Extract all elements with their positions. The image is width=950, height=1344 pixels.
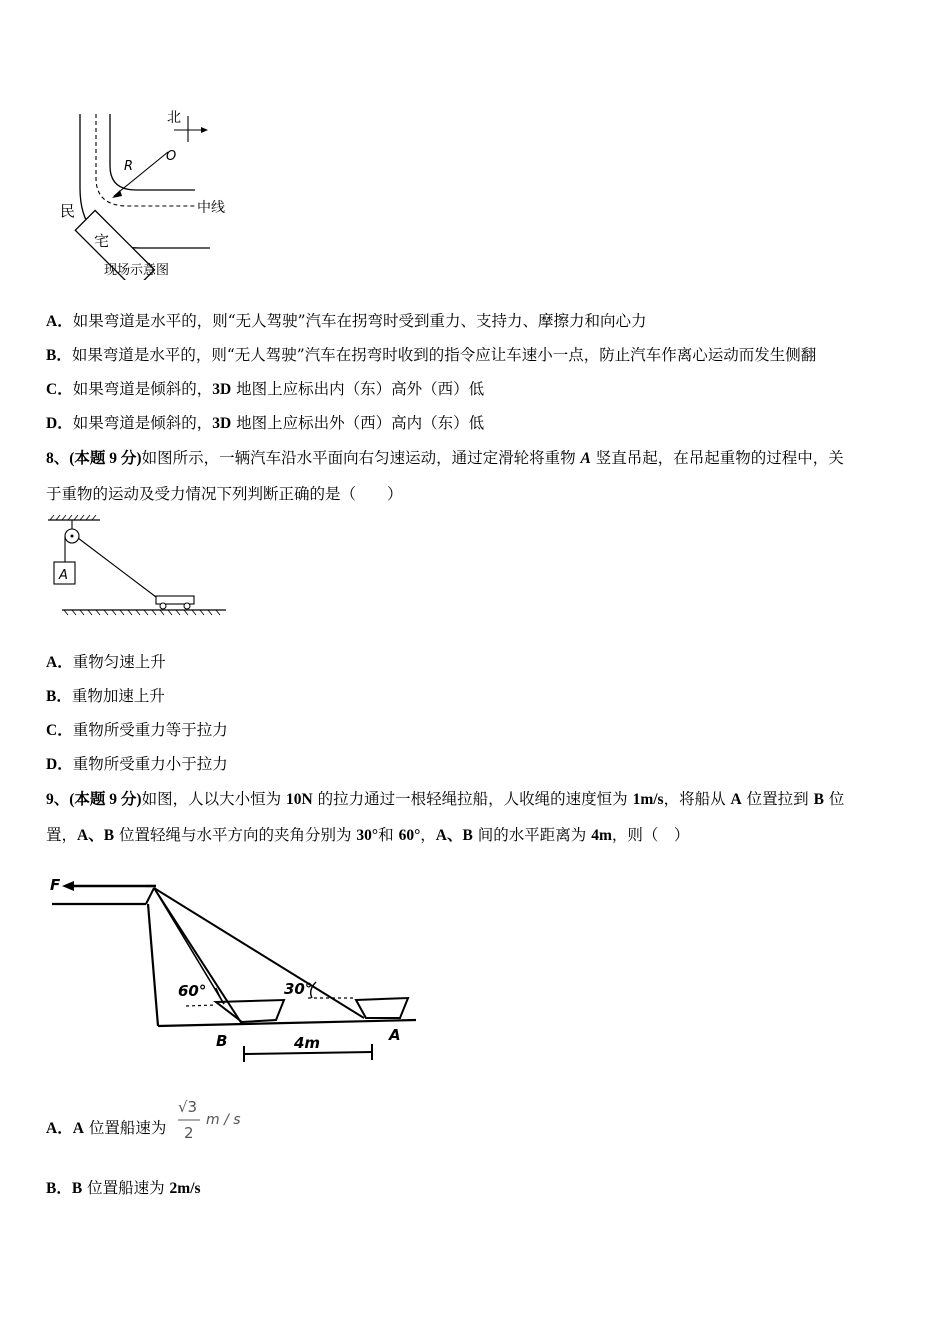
rope-slant <box>78 538 160 600</box>
boat-a <box>356 998 408 1018</box>
q7-option-c <box>46 379 484 400</box>
compass-arrowhead <box>201 127 208 133</box>
q9-text-d: 位置拉到 <box>741 790 814 808</box>
option-letter: C． <box>46 381 73 398</box>
q9-stem-line2 <box>46 825 689 846</box>
q9-tag: (本题 9 分) <box>69 791 142 808</box>
fraction-unit: m / s <box>206 1112 241 1128</box>
pulley-figure <box>44 514 234 620</box>
north-label: 北 <box>167 110 181 126</box>
option-letter: C． <box>46 722 73 739</box>
point-a-label: A <box>389 1026 401 1044</box>
q8-text-a: 如图所示，一辆汽车沿水平面向右匀速运动，通过定滑轮将重物 <box>141 449 581 467</box>
q9-text-j: 间的水平距离为 <box>472 826 592 844</box>
option-value: 2m/s <box>169 1180 201 1197</box>
figure1-caption: 现场示意图 <box>104 263 170 278</box>
option-text: 如果弯道是倾斜的， <box>72 380 213 398</box>
water-line <box>158 1020 416 1026</box>
house-char-1: 民 <box>60 202 76 220</box>
ground-hatch <box>64 610 220 615</box>
q9-option-b <box>46 1178 201 1199</box>
angle-60-label: 60° <box>178 982 207 1000</box>
option-bold: 3D <box>212 381 232 398</box>
bank-wall <box>148 904 158 1026</box>
angle-30-label: 30° <box>284 980 313 998</box>
option-letter: A． <box>46 654 73 671</box>
center-label: O <box>166 149 177 164</box>
q9-number: 9、 <box>46 791 70 808</box>
dash-b <box>186 1005 216 1006</box>
fraction-numerator: √3 <box>178 1098 198 1116</box>
q9-stem-line1 <box>46 789 844 810</box>
q9-text-h: 和 <box>378 826 399 844</box>
q9-points-ab-2: A、B <box>435 827 473 844</box>
option-letter: B． <box>46 1180 72 1197</box>
bank-corner <box>146 888 154 904</box>
option-letter: D． <box>46 756 73 773</box>
ceiling-hatch <box>50 515 96 520</box>
road-centerline <box>96 114 195 206</box>
option-text: 位置船速为 <box>83 1119 167 1137</box>
q8-stem-line2: 于重物的运动及受力情况下列判断正确的是（ ） <box>46 485 403 503</box>
q9-force: 10N <box>286 791 313 808</box>
q9-distance: 4m <box>591 827 612 844</box>
option-text: 如果弯道是水平的，则“无人驾驶”汽车在拐弯时收到的指令应让车速小一点，防止汽车作离心运动而发生侧翻 <box>71 346 817 364</box>
q8-var-a: A <box>580 450 591 467</box>
option-text: 重物匀速上升 <box>72 653 166 671</box>
q9-angle-60: 60° <box>398 827 421 844</box>
q9-text-i: ， <box>420 826 436 844</box>
distance-label: 4m <box>294 1034 321 1052</box>
q7-option-d <box>46 413 484 434</box>
q8-option-c <box>46 720 228 741</box>
q7-option-b <box>46 345 816 366</box>
option-text: 重物所受重力等于拉力 <box>72 721 228 739</box>
option-letter: A． <box>46 1120 73 1137</box>
point-b-label: B <box>216 1032 228 1050</box>
q8-option-d <box>46 754 228 775</box>
q9-angle-30: 30° <box>356 827 379 844</box>
house-char-2: 宅 <box>94 232 110 250</box>
option-letter: D． <box>46 415 73 432</box>
option-text-end: 地图上应标出外（西）高内（东）低 <box>231 414 485 432</box>
option-point: A <box>72 1120 84 1137</box>
q8-tag: (本题 9 分) <box>69 450 142 467</box>
q9-text-f: 置， <box>46 826 78 844</box>
force-label: F <box>50 876 61 894</box>
q9-text-g: 位置轻绳与水平方向的夹角分别为 <box>114 826 357 844</box>
curve-road-figure <box>50 108 240 280</box>
centerline-label: 中线 <box>197 200 225 216</box>
force-arrowhead <box>62 881 74 891</box>
car-wheel-right <box>184 603 190 609</box>
road-inner-edge <box>110 114 195 190</box>
option-letter: B． <box>46 688 72 705</box>
q8-option-b <box>46 686 165 707</box>
option-letter: A． <box>46 313 73 330</box>
option-text: 如果弯道是水平的，则“无人驾驶”汽车在拐弯时受到重力、支持力、摩擦力和向心力 <box>72 312 647 330</box>
q8-text-b: 竖直吊起，在吊起重物的过程中，关 <box>590 449 844 467</box>
boat-figure <box>46 870 426 1070</box>
option-point: B <box>71 1180 83 1197</box>
option-text: 位置船速为 <box>82 1179 170 1197</box>
option-text: 重物加速上升 <box>71 687 165 705</box>
q9-point-a: A <box>730 791 742 808</box>
fraction-sqrt3-over-2 <box>176 1096 246 1146</box>
option-text: 重物所受重力小于拉力 <box>72 755 228 773</box>
option-letter: B． <box>46 347 72 364</box>
distance-bar <box>244 1052 372 1054</box>
option-text: 如果弯道是倾斜的， <box>72 414 213 432</box>
option-bold: 3D <box>212 415 232 432</box>
option-text-end: 地图上应标出内（东）高外（西）低 <box>231 380 485 398</box>
q9-text-b: 的拉力通过一根轻绳拉船，人收绳的速度恒为 <box>312 790 633 808</box>
car-wheel-left <box>160 603 166 609</box>
q9-option-a <box>46 1118 166 1139</box>
q9-text-e: 位 <box>823 790 845 808</box>
q9-points-ab: A、B <box>77 827 115 844</box>
q9-point-b: B <box>813 791 824 808</box>
q9-text-k: ，则（ ） <box>611 826 690 844</box>
q8-stem-line1 <box>46 448 844 469</box>
q8-option-a <box>46 652 166 673</box>
q9-text-c: ，将船从 <box>663 790 731 808</box>
radius-label: R <box>124 159 134 174</box>
q9-speed: 1m/s <box>632 791 664 808</box>
weight-label: A <box>59 568 68 583</box>
q8-number: 8、 <box>46 450 70 467</box>
fraction-denominator: 2 <box>184 1124 194 1142</box>
q9-text-a: 如图，人以大小恒为 <box>141 790 287 808</box>
q7-option-a <box>46 311 647 332</box>
pulley-axle <box>71 535 74 538</box>
boat-b <box>216 1000 284 1022</box>
